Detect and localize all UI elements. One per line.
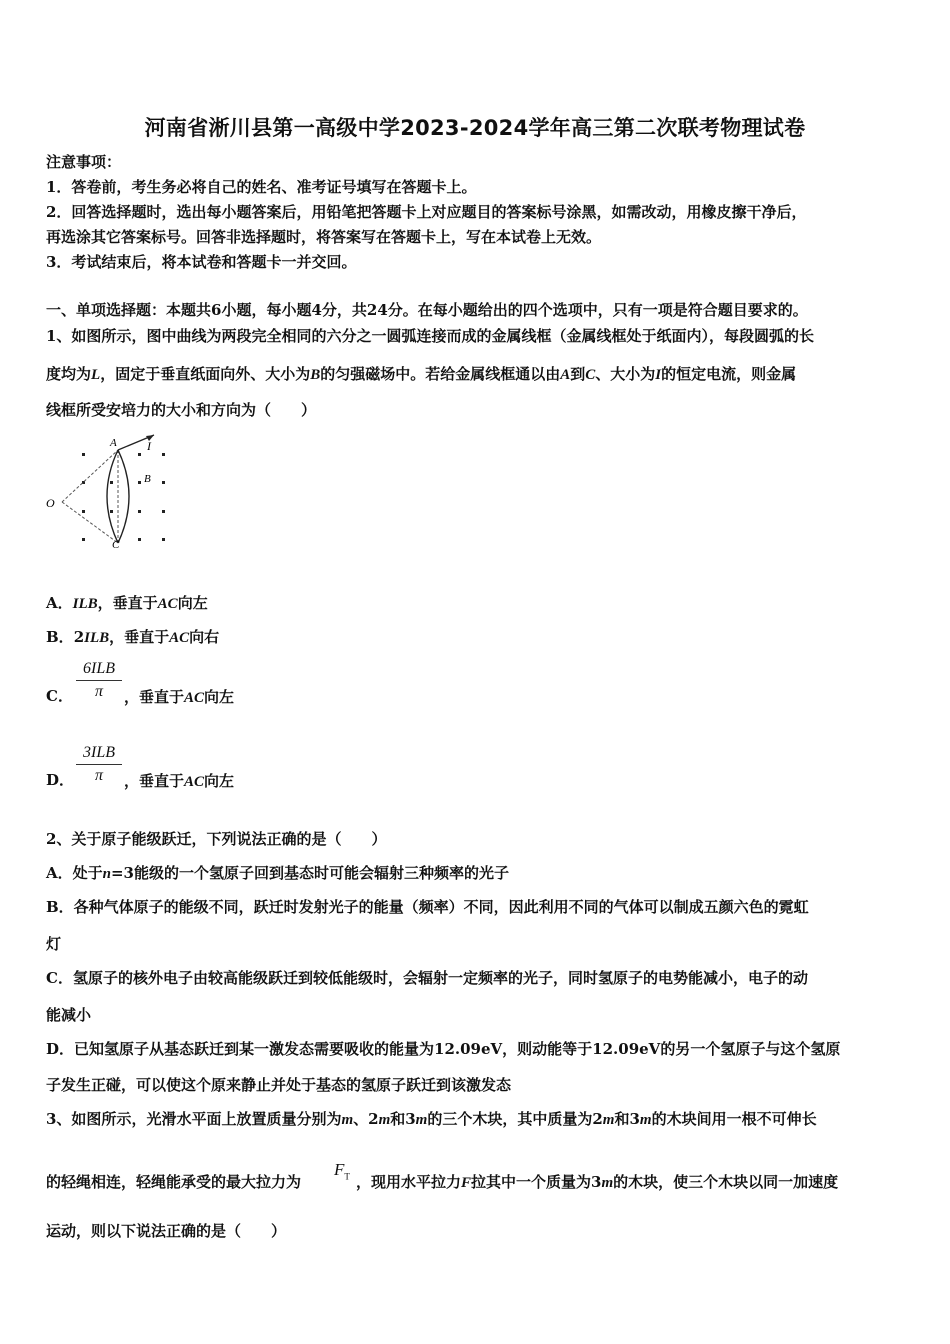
q1-option-c-letter: C． <box>46 687 73 705</box>
notice-item-2: 2．回答选择题时，选出每小题答案后，用铅笔把答题卡上对应题目的答案标号涂黑，如需改动，用橡皮擦干净后， <box>46 203 807 221</box>
q1-option-d-text: ，垂直于AC向左 <box>124 772 235 790</box>
q2-option-a: A．处于n=3能级的一个氢原子回到基态时可能会辐射三种频率的光子 <box>46 864 509 882</box>
field-dot <box>110 481 113 484</box>
q1-option-c-text: ，垂直于AC向左 <box>124 688 235 706</box>
q2-option-d-line-1: D．已知氢原子从基态跃迁到某一激发态需要吸收的能量为12.09eV，则动能等于12.09eV的另一个氢原子与这个氢原 <box>46 1040 841 1058</box>
arc-left <box>107 450 118 543</box>
q2-stem: 2、关于原子能级跃迁，下列说法正确的是（ ） <box>46 830 387 848</box>
label-o: O <box>46 496 55 510</box>
field-dot <box>162 510 165 513</box>
field-dot <box>138 453 141 456</box>
field-dot <box>82 538 85 541</box>
q3-stem-line-3: 运动，则以下说法正确的是（ ） <box>46 1222 287 1240</box>
arc-right <box>118 450 129 543</box>
notice-heading: 注意事项： <box>46 153 122 171</box>
notice-item-1: 1．答卷前，考生务必将自己的姓名、准考证号填写在答题卡上。 <box>46 178 477 196</box>
q1-stem-line-1: 1、如图所示，图中曲线为两段完全相同的六分之一圆弧连接而成的金属线框（金属线框处于纸面内），每段圆弧的长 <box>46 327 814 345</box>
q1-stem-line-2: 度均为L，固定于垂直纸面向外、大小为B的匀强磁场中。若给金属线框通以由A到C、大小为I的恒定电流，则金属 <box>46 365 797 383</box>
q3-stem-line-2-start: 的轻绳相连，轻绳能承受的最大拉力为 <box>46 1173 302 1191</box>
notice-item-2-cont: 再选涂其它答案标号。回答非选择题时，将答案写在答题卡上，写在本试卷上无效。 <box>46 228 602 246</box>
q2-option-b-line-2: 灯 <box>46 935 62 953</box>
field-dot <box>162 453 165 456</box>
q1-option-a: A．ILB，垂直于AC向左 <box>46 594 208 612</box>
field-dot <box>82 510 85 513</box>
field-dot <box>110 510 113 513</box>
q2-option-d-line-2: 子发生正碰，可以使这个原来静止并处于基态的氢原子跃迁到该激发态 <box>46 1076 512 1094</box>
q1-option-c-fraction: 6ILB π <box>76 660 122 701</box>
notice-item-3: 3．考试结束后，将本试卷和答题卡一并交回。 <box>46 253 357 271</box>
q3-stem-line-2-end: ，现用水平拉力F拉其中一个质量为3m的木块，使三个木块以同一加速度 <box>356 1173 839 1191</box>
q1-option-d-fraction: 3ILB π <box>76 744 122 785</box>
field-dot <box>138 481 141 484</box>
q2-option-c-line-1: C．氢原子的核外电子由较高能级跃迁到较低能级时，会辐射一定频率的光子，同时氢原子的电势能减小，电子的动 <box>46 969 808 987</box>
q3-stem-line-1: 3、如图所示，光滑水平面上放置质量分别为m、2m和3m的三个木块，其中质量为2m和3m的木块间用一根不可伸长 <box>46 1110 817 1128</box>
q1-option-b: B．2ILB，垂直于AC向右 <box>46 628 220 646</box>
label-c: C <box>112 539 120 551</box>
q2-option-c-line-2: 能减小 <box>46 1006 92 1024</box>
q3-tension-symbol: $F_T$ <box>334 1160 350 1182</box>
q1-stem-line-3: 线框所受安培力的大小和方向为（ ） <box>46 401 317 419</box>
page-title: 河南省淅川县第一高级中学2023-2024学年高三第二次联考物理试卷 <box>144 116 806 140</box>
q1-figure <box>40 432 180 564</box>
q2-option-b-line-1: B．各种气体原子的能级不同，跃迁时发射光子的能量（频率）不同，因此利用不同的气体可以制成五颜六色的霓虹 <box>46 898 809 916</box>
radius-line-oc <box>62 502 118 543</box>
section-heading: 一、单项选择题：本题共6小题，每小题4分，共24分。在每小题给出的四个选项中，只有一项是符合题目要求的。 <box>46 301 808 319</box>
field-dot <box>138 538 141 541</box>
field-dot <box>162 481 165 484</box>
label-i: I <box>147 439 151 453</box>
field-dot <box>138 510 141 513</box>
label-b: B <box>144 473 151 485</box>
field-dot <box>162 538 165 541</box>
q1-option-d-letter: D． <box>46 771 75 789</box>
field-dot <box>82 453 85 456</box>
label-a: A <box>110 437 117 449</box>
